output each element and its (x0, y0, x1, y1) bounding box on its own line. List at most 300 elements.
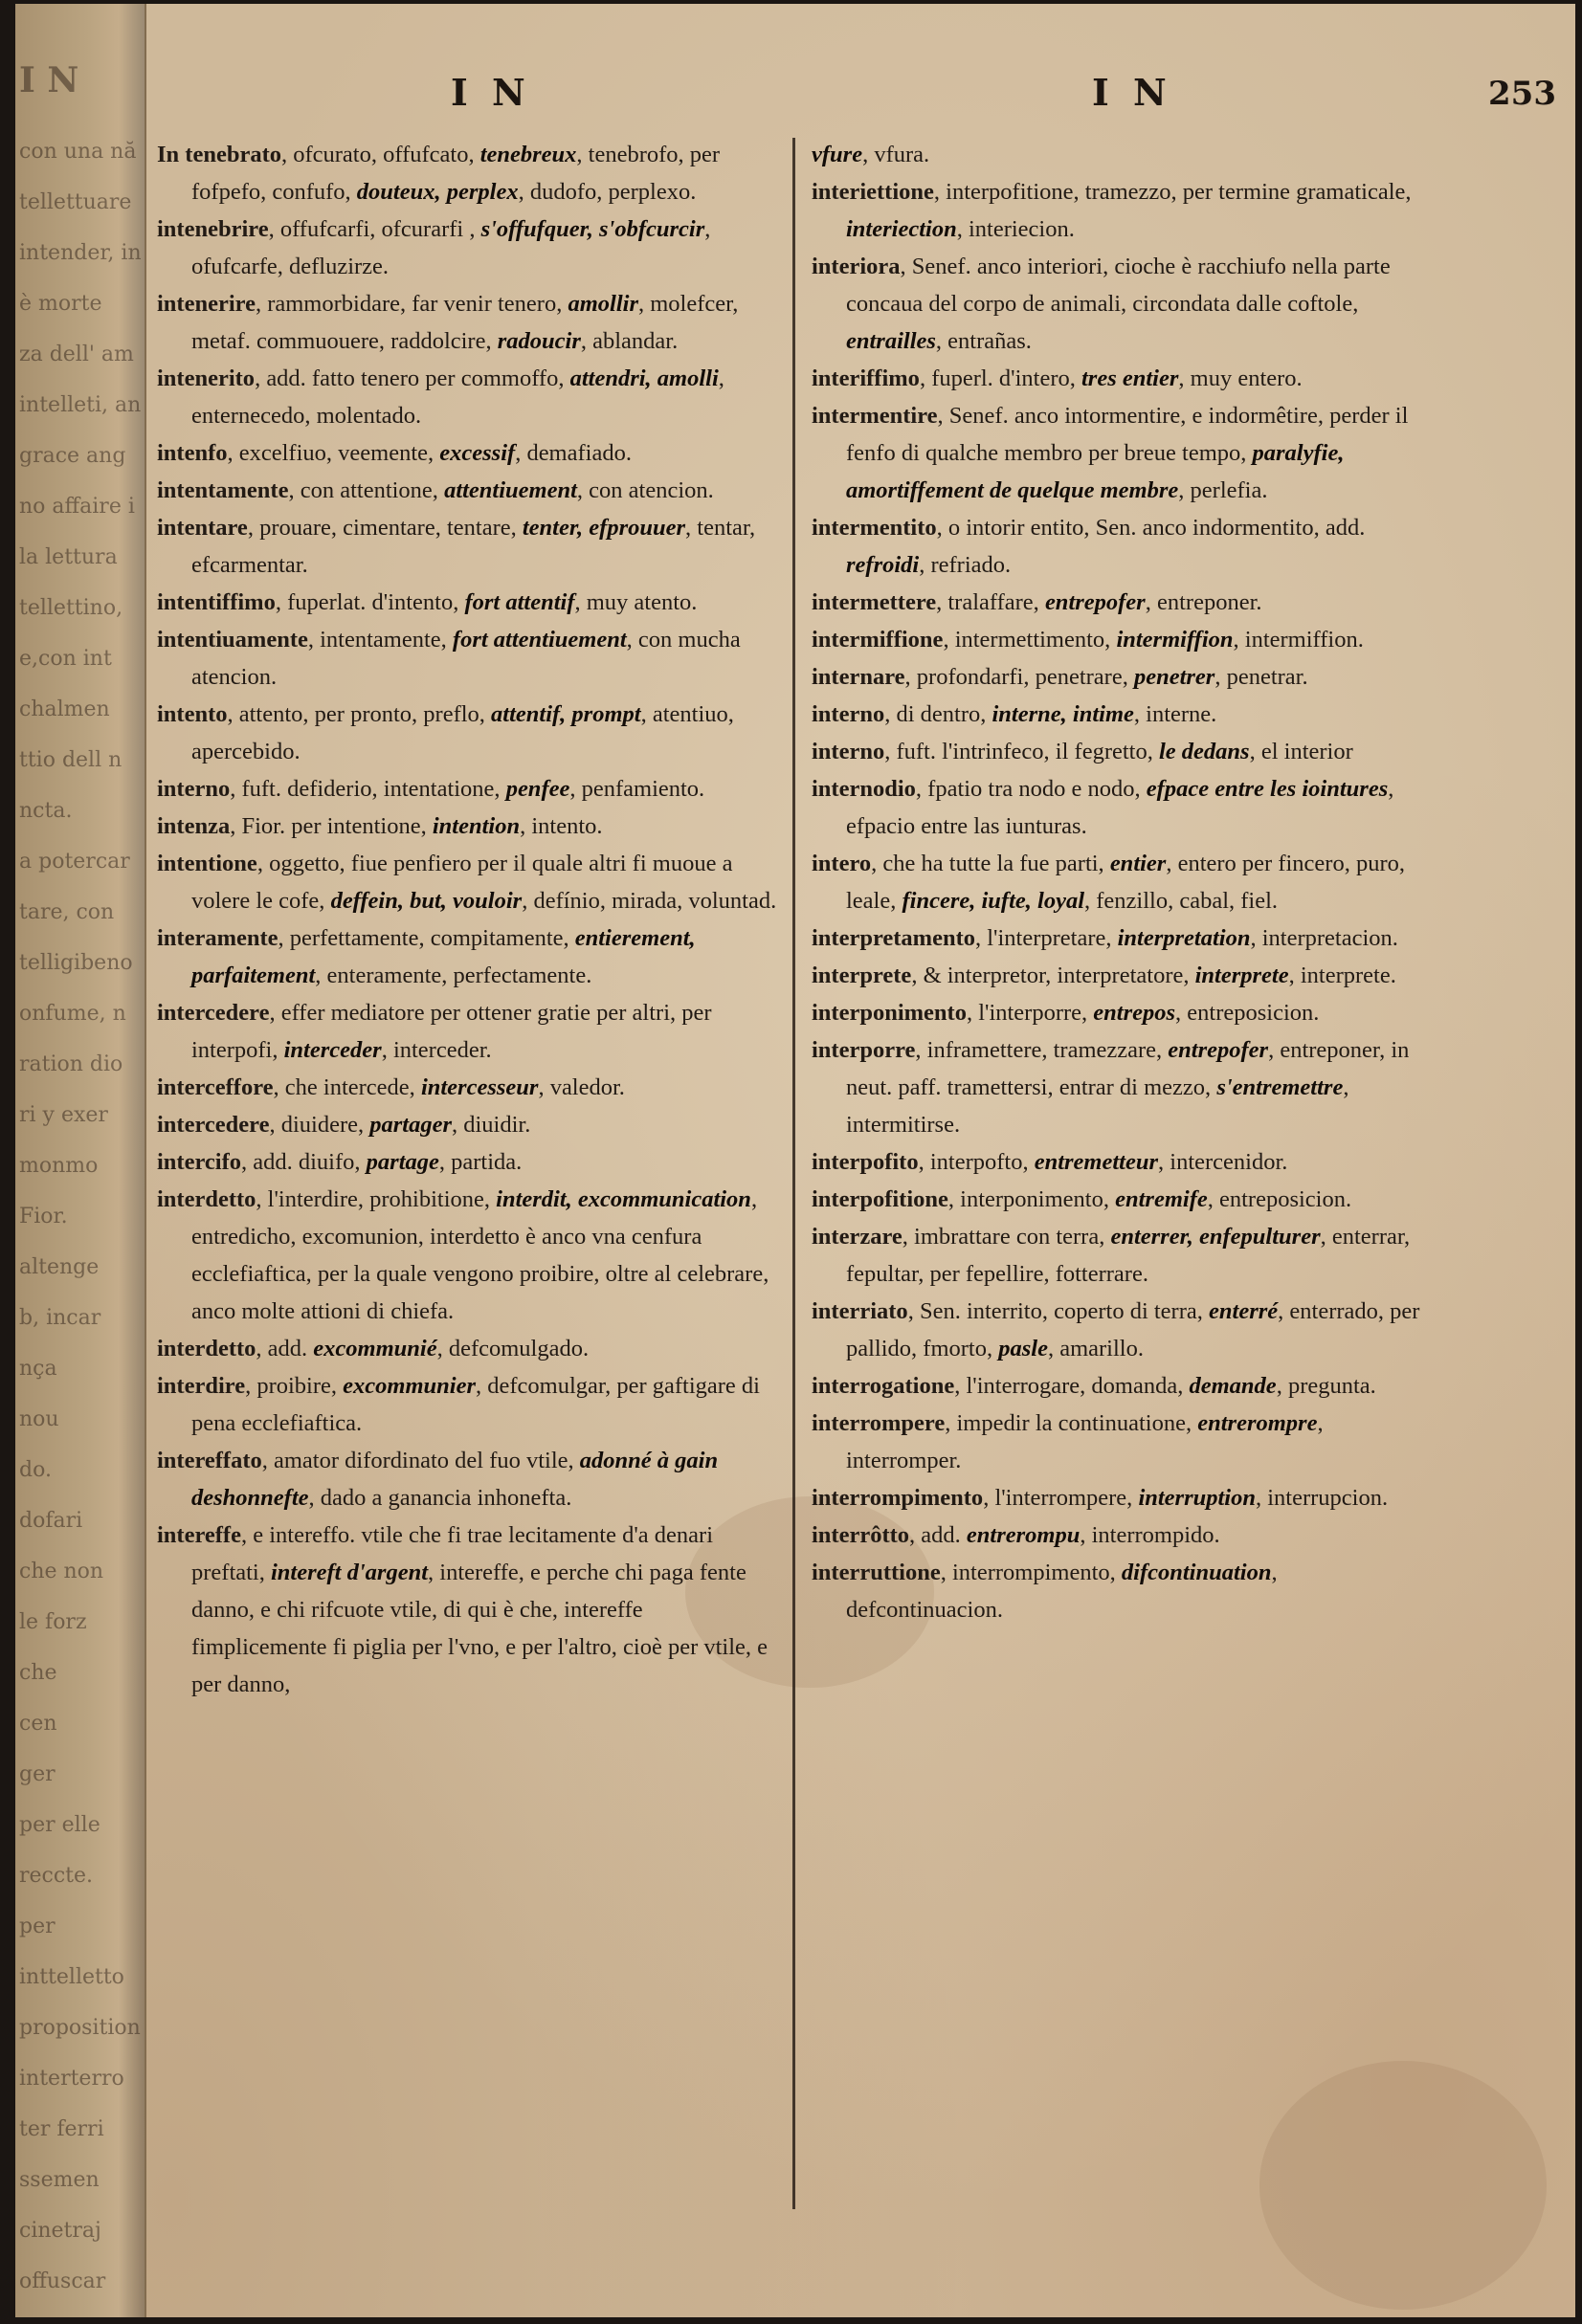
dictionary-entry (157, 1069, 784, 1106)
entry-text: , intentamente, (307, 627, 453, 653)
dictionary-entry (812, 658, 1424, 696)
entry-rest: , interrompido. (1080, 1522, 1220, 1548)
entry-headword: interponimento (812, 1000, 967, 1026)
bleed-line: b, incar (19, 1306, 101, 1330)
entry-french: entrerompu (966, 1522, 1081, 1548)
bleed-line: altenge (19, 1255, 100, 1279)
entry-french: le dedans (1158, 739, 1250, 764)
entry-text: , interpofto, (918, 1149, 1035, 1175)
bleed-line: cen (19, 1712, 57, 1736)
bleed-line: ger (19, 1762, 56, 1786)
dictionary-entry (157, 210, 784, 285)
dictionary-entry (157, 509, 784, 584)
bleed-line: dofari (19, 1509, 83, 1533)
page-number: 253 (1488, 75, 1556, 113)
bleed-line: nou (19, 1407, 59, 1431)
entry-rest: , defínio, mirada, voluntad. (522, 888, 777, 914)
entry-headword: interamente (157, 925, 279, 951)
entry-rest: , interromper. (846, 1410, 1324, 1473)
entry-rest: , entero per fincero, puro, leale, (846, 851, 1405, 914)
entry-french: entierement, parfaitement (191, 925, 696, 988)
dictionary-entry (812, 360, 1424, 397)
dictionary-entry (157, 472, 784, 509)
entry-headword: interdire (157, 1373, 246, 1399)
entry-text: , Sen. interrito, coperto di terra, (907, 1298, 1210, 1324)
entry-french: s'offufquer, s'obfcurcir (480, 216, 705, 242)
bleed-line: è morte (19, 292, 102, 316)
entry-text: , offufcarfi, ofcurarfi , (268, 216, 481, 242)
entry-text: , rammorbidare, far venir tenero, (255, 291, 568, 317)
entry-rest: , el interior (1249, 739, 1353, 764)
column-divider (792, 138, 795, 2209)
bleed-line: ri y exer (19, 1103, 108, 1127)
entry-headword: interrompimento (812, 1485, 984, 1511)
entry-rest: , entrañas. (935, 328, 1032, 354)
bleed-line: con una nă (19, 140, 137, 164)
entry-text: , e intereffo. vtile che fi trae lecitamente d'a denari preftati, (191, 1522, 713, 1585)
paper-stain (1259, 2061, 1547, 2310)
entry-text: , inframettere, tramezzare, (915, 1037, 1169, 1063)
book-page (15, 4, 1575, 2317)
entry-french: vfure (812, 142, 863, 167)
entry-rest: , muy atento. (574, 589, 698, 615)
entry-french: amollir (568, 291, 638, 317)
bleed-line: per elle (19, 1813, 100, 1837)
entry-rest: , tenebrofo, per fofpefo, confufo, (191, 142, 721, 205)
entry-rest: , intercenidor. (1158, 1149, 1288, 1175)
entry-french-2: douteux, perplex (356, 179, 519, 205)
entry-headword: interiora (812, 254, 901, 279)
bleed-line: ration dio (19, 1052, 123, 1076)
entry-rest: , atentiuo, apercebido. (191, 701, 734, 764)
entry-rest: , diuidir. (451, 1112, 531, 1138)
entry-rest-2: , dudofo, perplexo. (518, 179, 697, 205)
running-head-left: I N (451, 71, 531, 114)
dictionary-entry (157, 770, 784, 808)
dictionary-entry (812, 994, 1424, 1031)
bleed-line: a potercar (19, 850, 130, 874)
entry-french: entremetteur (1034, 1149, 1159, 1175)
entry-text: , impedir la continuatione, (945, 1410, 1198, 1436)
entry-headword: interpofito (812, 1149, 919, 1175)
entry-french: entrepos (1093, 1000, 1176, 1026)
entry-headword: interno (812, 739, 885, 764)
entry-headword: intentiuamente (157, 627, 308, 653)
entry-rest: , tentar, efcarmentar. (191, 515, 756, 578)
entry-headword: intento (157, 701, 228, 727)
bleed-line: grace ang (19, 444, 126, 468)
entry-text: , imbrattare con terra, (902, 1224, 1111, 1250)
entry-french: attentiuement (444, 477, 577, 503)
bleed-line: cinetraj (19, 2219, 101, 2243)
entry-french: interruption (1138, 1485, 1256, 1511)
entry-text: , l'interdire, prohibitione, (256, 1186, 497, 1212)
entry-rest: , interne. (1133, 701, 1217, 727)
bleed-line: telligibeno (19, 951, 133, 975)
entry-french: interdit, excommunication (496, 1186, 751, 1212)
entry-headword: interno (812, 701, 885, 727)
bleed-line: tellettino, (19, 596, 123, 620)
entry-french: intereft d'argent (271, 1560, 429, 1585)
bleed-line: tellettuare (19, 190, 132, 214)
dictionary-entry (157, 1330, 784, 1367)
entry-text: , l'interrogare, domanda, (954, 1373, 1190, 1399)
entry-headword: intentamente (157, 477, 289, 503)
entry-headword: intenfo (157, 440, 228, 466)
entry-headword: interdetto (157, 1336, 256, 1361)
entry-rest: , dado a ganancia inhonefta. (308, 1485, 572, 1511)
entry-rest: , con mucha atencion. (191, 627, 741, 690)
entry-rest: , ofufcarfe, defluzirze. (191, 216, 711, 279)
dictionary-entry (812, 248, 1424, 360)
dictionary-entry (157, 1516, 784, 1703)
bleed-line: ssemen (19, 2168, 100, 2192)
entry-french-2: fincere, iufte, loyal (902, 888, 1085, 914)
entry-rest: , enteramente, perfectamente. (315, 963, 592, 988)
dictionary-entry (812, 770, 1424, 845)
dictionary-entry (812, 696, 1424, 733)
entry-french: interprete (1194, 963, 1289, 988)
entry-rest: , interrupcion. (1256, 1485, 1389, 1511)
entry-french: entrepofer (1044, 589, 1146, 615)
dictionary-entry (812, 173, 1424, 248)
dictionary-entry (812, 1293, 1424, 1367)
entry-rest: , muy entero. (1178, 365, 1303, 391)
running-head-right: I N (1092, 71, 1172, 114)
dictionary-entry (812, 136, 1424, 173)
entry-rest: , penfamiento. (569, 776, 705, 802)
entry-headword: interruttione (812, 1560, 941, 1585)
entry-rest: , penetrar. (1214, 664, 1308, 690)
entry-headword: interrôtto (812, 1522, 910, 1548)
entry-rest: , partida. (438, 1149, 523, 1175)
entry-headword: intermiffione (812, 627, 944, 653)
entry-french: interceder (283, 1037, 382, 1063)
entry-rest-2: , amarillo. (1047, 1336, 1144, 1361)
entry-headword: intenza (157, 813, 231, 839)
entry-rest-2: , ablandar. (580, 328, 679, 354)
bleed-line: e,con int (19, 647, 112, 671)
bleed-line: Fior. (19, 1205, 68, 1228)
entry-rest: , defcontinuacion. (846, 1560, 1278, 1623)
entry-text: , add. (909, 1522, 967, 1548)
entry-text: , l'interpretare, (975, 925, 1118, 951)
entry-headword: interpofitione (812, 1186, 948, 1212)
dictionary-entry (812, 397, 1424, 509)
entry-text: , intermettimento, (943, 627, 1117, 653)
dictionary-entry (812, 509, 1424, 584)
dictionary-entry (157, 919, 784, 994)
bleed-line: monmo (19, 1154, 99, 1178)
entry-headword: intereffato (157, 1448, 262, 1473)
entry-rest-2: , intermitirse. (846, 1074, 1349, 1138)
dictionary-entry (812, 845, 1424, 919)
entry-rest: , entredicho, excomunion, interdetto è anco vna cenfura ecclefiaftica, per la quale vengono proibire, oltre al celebrare, anco molte attioni di chiefa. (191, 1186, 769, 1324)
entry-rest: , intermiffion. (1233, 627, 1364, 653)
dictionary-entry (157, 1143, 784, 1181)
dictionary-entry (812, 1143, 1424, 1181)
entry-french: penfee (505, 776, 570, 802)
entry-text: , attento, per pronto, preflo, (227, 701, 492, 727)
dictionary-entry (812, 1367, 1424, 1405)
dictionary-entry (157, 1181, 784, 1330)
entry-rest: , entreposicion. (1175, 1000, 1320, 1026)
entry-rest: , perlefia. (1178, 477, 1268, 503)
entry-text: , diuidere, (269, 1112, 370, 1138)
entry-french: entrailles (846, 328, 936, 354)
entry-text: , fuperlat. d'intento, (275, 589, 465, 615)
entry-french: fort attentiuement (452, 627, 627, 653)
left-column (157, 136, 784, 1703)
entry-headword: intereffe (157, 1522, 241, 1548)
entry-headword: interriato (812, 1298, 908, 1324)
entry-french: difcontinuation (1121, 1560, 1272, 1585)
entry-text: , che intercede, (273, 1074, 421, 1100)
facing-page-edge (15, 4, 146, 2317)
entry-french: interpretation (1117, 925, 1251, 951)
entry-text: , fuperl. d'intero, (919, 365, 1081, 391)
entry-french: tres entier (1081, 365, 1179, 391)
bleed-line: intelleti, an (19, 393, 142, 417)
dictionary-entry (157, 845, 784, 919)
entry-text: , oggetto, fiue penfiero per il quale altri fi muoue a volere le cofe, (191, 851, 733, 914)
entry-text: , Fior. per intentione, (230, 813, 433, 839)
entry-text: , prouare, cimentare, tentare, (247, 515, 523, 541)
entry-headword: intenerire (157, 291, 256, 317)
dictionary-entry (812, 1218, 1424, 1293)
entry-headword: interiettione (812, 179, 934, 205)
entry-rest: , con atencion. (576, 477, 714, 503)
entry-headword: interrompere (812, 1410, 946, 1436)
entry-rest: , demafiado. (515, 440, 632, 466)
entry-french: entrerompre (1197, 1410, 1318, 1436)
entry-headword: interdetto (157, 1186, 256, 1212)
bleed-line: proposition (19, 2016, 141, 2040)
entry-french: partager (369, 1112, 452, 1138)
entry-text: , fpatio tra nodo e nodo, (915, 776, 1147, 802)
bleed-line: tare, con (19, 900, 115, 924)
dictionary-entry (157, 285, 784, 360)
bleed-line: za dell' am (19, 343, 134, 366)
bleed-line: che (19, 1661, 57, 1685)
entry-french-2: radoucir (497, 328, 581, 354)
entry-french: penetrer (1133, 664, 1215, 690)
entry-rest: , enterrado, per pallido, fmorto, (846, 1298, 1420, 1361)
bleed-line: onfume, n (19, 1002, 126, 1026)
bleed-line: inttelletto (19, 1965, 124, 1989)
bleed-line: ttio dell n (19, 748, 123, 772)
entry-rest: , intereffe, e perche chi paga fente danno, e chi rifcuote vtile, di qui è che, intereffe fimplicemente fi piglia per l'vno, e per l'altro, cioè per vtile, e per danno, (191, 1560, 769, 1697)
entry-rest: , vfura. (862, 142, 930, 167)
entry-headword: internodio (812, 776, 916, 802)
entry-french: intention (432, 813, 521, 839)
entry-rest: , enterrar, fepultar, per fepellire, fotterrare. (846, 1224, 1411, 1287)
entry-text: , che ha tutte la fue parti, (871, 851, 1110, 876)
entry-french-2: pasle (998, 1336, 1048, 1361)
entry-headword: intenerito (157, 365, 256, 391)
entry-text: , l'interrompere, (983, 1485, 1139, 1511)
entry-text: , perfettamente, compitamente, (278, 925, 575, 951)
entry-french: intermiffion (1116, 627, 1234, 653)
entry-headword: intercedere (157, 1112, 270, 1138)
entry-text: , tralaffare, (936, 589, 1045, 615)
entry-text: , ofcurato, offufcato, (280, 142, 480, 167)
bleed-head: I N (19, 61, 79, 100)
entry-headword: intermettere (812, 589, 937, 615)
dictionary-entry (157, 360, 784, 434)
entry-french: tenter, efprouuer (522, 515, 686, 541)
entry-headword: interrogatione (812, 1373, 955, 1399)
entry-text: , profondarfi, penetrare, (904, 664, 1134, 690)
entry-rest: , interceder. (381, 1037, 492, 1063)
entry-french: enterré (1209, 1298, 1279, 1324)
entry-text: , di dentro, (884, 701, 992, 727)
entry-text: , add. diuifo, (241, 1149, 367, 1175)
entry-text: , & interpretor, interpretatore, (911, 963, 1195, 988)
entry-french: efpace entre les iointures (1146, 776, 1389, 802)
bleed-line: ter ferri (19, 2117, 104, 2141)
entry-rest: , entreposicion. (1207, 1186, 1352, 1212)
entry-headword: interporre (812, 1037, 916, 1063)
entry-headword: interprete (812, 963, 912, 988)
entry-rest: , enternecedo, molentado. (191, 365, 724, 429)
entry-text: , interrompimento, (940, 1560, 1122, 1585)
entry-headword: interno (157, 776, 231, 802)
entry-french: deffein, but, vouloir (330, 888, 523, 914)
dictionary-entry (157, 136, 784, 210)
entry-text: , con attentione, (288, 477, 445, 503)
entry-text: , l'interporre, (966, 1000, 1094, 1026)
dictionary-entry (812, 584, 1424, 621)
bleed-line: per (19, 1915, 56, 1938)
entry-french: fort attentif (464, 589, 575, 615)
entry-french: attentif, prompt (491, 701, 641, 727)
entry-headword: intermentito (812, 515, 937, 541)
entry-text: , interponimento, (947, 1186, 1116, 1212)
entry-headword: intenebrire (157, 216, 269, 242)
entry-french: partage (366, 1149, 439, 1175)
entry-text: , amator difordinato del fuo vtile, (261, 1448, 580, 1473)
entry-french: interiection (846, 216, 957, 242)
entry-text: , proibire, (245, 1373, 344, 1399)
entry-text: , Senef. anco intormentire, e indormêtire, perder il fenfo di qualche membro per breue tempo, (846, 403, 1409, 466)
bleed-line: la lettura (19, 545, 118, 569)
entry-french: enterrer, enfepulturer (1110, 1224, 1321, 1250)
dictionary-entry (812, 1516, 1424, 1554)
entry-headword: intero (812, 851, 872, 876)
entry-text: , interpofitione, tramezzo, per termine gramaticale, (933, 179, 1412, 205)
entry-headword: intercedere (157, 1000, 270, 1026)
entry-rest: , defcomulgar, per gaftigare di pena ecclefiaftica. (191, 1373, 760, 1436)
bleed-line: ncta. (19, 799, 73, 823)
dictionary-entry (157, 994, 784, 1069)
entry-rest-2: , fenzillo, cabal, fiel. (1084, 888, 1279, 914)
entry-headword: interceffore (157, 1074, 274, 1100)
bleed-line: che non (19, 1560, 104, 1583)
bleed-line: offuscar (19, 2269, 106, 2293)
entry-rest: , valedor. (538, 1074, 625, 1100)
entry-french: excommunié (313, 1336, 437, 1361)
entry-headword: intercifo (157, 1149, 241, 1175)
dictionary-entry (157, 1367, 784, 1442)
entry-text: , fuft. l'intrinfeco, il fegretto, (884, 739, 1159, 764)
entry-text: , add. (256, 1336, 314, 1361)
entry-french: excommunier (343, 1373, 476, 1399)
entry-rest: , interpretacion. (1250, 925, 1398, 951)
entry-text: , excelfiuo, veemente, (227, 440, 440, 466)
bleed-line: no affaire i (19, 495, 135, 519)
entry-french: adonné à gain deshonnefte (191, 1448, 719, 1511)
entry-french: intercesseur (420, 1074, 539, 1100)
entry-headword: intentione (157, 851, 257, 876)
entry-rest: , refriado. (919, 552, 1012, 578)
dictionary-entry (157, 584, 784, 621)
dictionary-entry (812, 1479, 1424, 1516)
bleed-line: reccte. (19, 1864, 94, 1888)
entry-french-2: s'entremettre (1216, 1074, 1344, 1100)
entry-headword: interpretamento (812, 925, 975, 951)
dictionary-entry (812, 621, 1424, 658)
dictionary-entry (157, 621, 784, 696)
entry-text: , fuft. defiderio, intentatione, (230, 776, 506, 802)
entry-rest: , entreponer. (1145, 589, 1262, 615)
entry-text: , Senef. anco interiori, cioche è racchiufo nella parte concaua del corpo de animali, circondata dalle coftole, (846, 254, 1391, 317)
dictionary-entry (157, 1442, 784, 1516)
dictionary-entry (812, 1031, 1424, 1143)
dictionary-entry (812, 919, 1424, 957)
entry-french: entier (1109, 851, 1167, 876)
bleed-line: intender, in (19, 241, 142, 265)
bleed-line: chalmen (19, 697, 110, 721)
entry-rest: , defcomulgado. (436, 1336, 590, 1361)
entry-text: , o intorir entito, Sen. anco indormentito, add. (936, 515, 1366, 541)
entry-rest: , interprete. (1288, 963, 1396, 988)
entry-rest: , entreponer, in neut. paff. tramettersi, entrar di mezzo, (846, 1037, 1410, 1100)
right-column (812, 136, 1424, 1628)
bleed-line: nça (19, 1357, 57, 1381)
entry-french: attendri, amolli (569, 365, 719, 391)
entry-rest: , molefcer, metaf. commuouere, raddolcire, (191, 291, 739, 354)
dictionary-entry (157, 696, 784, 770)
dictionary-entry (812, 957, 1424, 994)
entry-french: demande (1189, 1373, 1277, 1399)
entry-headword: intentare (157, 515, 248, 541)
entry-rest: , interiecion. (956, 216, 1075, 242)
entry-french: entrepofer (1168, 1037, 1269, 1063)
dictionary-entry (157, 434, 784, 472)
entry-headword: interiffimo (812, 365, 920, 391)
entry-headword: intermentire (812, 403, 938, 429)
entry-french: tenebreux (479, 142, 577, 167)
entry-text: , add. fatto tenero per commoffo, (255, 365, 570, 391)
entry-french: paralyfie, amortiffement de quelque membre (846, 440, 1345, 503)
entry-headword: interzare (812, 1224, 902, 1250)
dictionary-entry (812, 1554, 1424, 1628)
bleed-line: do. (19, 1458, 52, 1482)
dictionary-entry (157, 1106, 784, 1143)
entry-french: entremife (1115, 1186, 1208, 1212)
entry-french: excessif (439, 440, 516, 466)
dictionary-entry (812, 1405, 1424, 1479)
dictionary-entry (157, 808, 784, 845)
bleed-line: le forz (19, 1610, 87, 1634)
entry-headword: intentiffimo (157, 589, 276, 615)
entry-rest: , pregunta. (1276, 1373, 1376, 1399)
entry-rest: , efpacio entre las iunturas. (846, 776, 1394, 839)
entry-french: refroidi (846, 552, 920, 578)
entry-text: , effer mediatore per ottener gratie per altri, per interpofi, (191, 1000, 712, 1063)
entry-french: interne, intime (992, 701, 1134, 727)
